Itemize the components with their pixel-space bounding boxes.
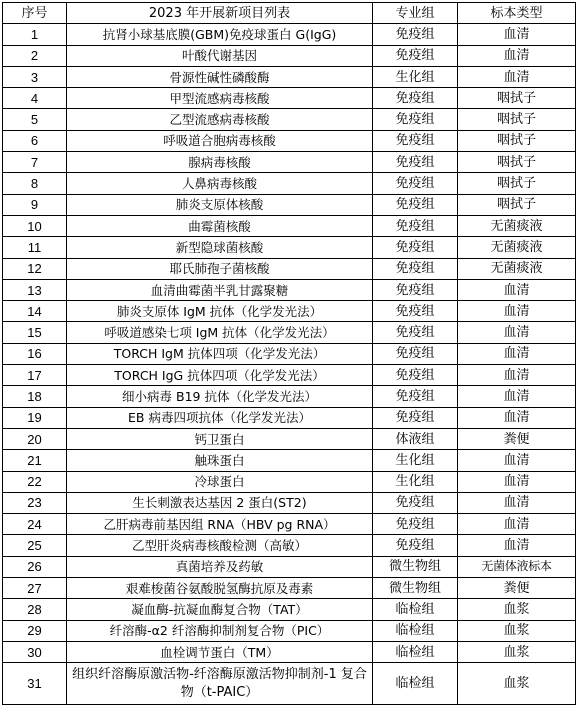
row-group: 免疫组: [373, 386, 458, 407]
table-header-row: [3, 3, 576, 24]
row-index: 23: [3, 492, 67, 513]
table-body: [3, 24, 576, 705]
row-group: 生化组: [373, 471, 458, 492]
row-index: 12: [3, 258, 67, 279]
table-row: [3, 343, 576, 364]
row-sample-type: 血浆: [458, 641, 576, 662]
row-group: 免疫组: [373, 237, 458, 258]
row-project-name: 艰难梭菌谷氨酸脱氢酶抗原及毒素: [67, 578, 373, 599]
row-index: 6: [3, 130, 67, 151]
row-sample-type: 粪便: [458, 428, 576, 449]
row-sample-type: 粪便: [458, 578, 576, 599]
table-row: [3, 194, 576, 215]
row-group: 免疫组: [373, 343, 458, 364]
row-sample-type: 血清: [458, 365, 576, 386]
table-row: [3, 66, 576, 87]
table-row: [3, 663, 576, 705]
row-sample-type: 血清: [458, 514, 576, 535]
table-row: [3, 641, 576, 662]
table-row: [3, 152, 576, 173]
row-index: 7: [3, 152, 67, 173]
table-row: [3, 173, 576, 194]
row-group: 免疫组: [373, 130, 458, 151]
table-row: [3, 578, 576, 599]
row-project-name: 肺炎支原体核酸: [67, 194, 373, 215]
row-group: 生化组: [373, 66, 458, 87]
row-project-name: 乙型肝炎病毒核酸检测（高敏）: [67, 535, 373, 556]
row-project-name: 钙卫蛋白: [67, 428, 373, 449]
row-project-name: 血栓调节蛋白（TM）: [67, 641, 373, 662]
row-sample-type: 血清: [458, 492, 576, 513]
row-sample-type: 血清: [458, 535, 576, 556]
table-row: [3, 471, 576, 492]
row-project-name: 抗肾小球基底膜(GBM)免疫球蛋白 G(IgG): [67, 24, 373, 45]
row-index: 28: [3, 599, 67, 620]
row-index: 19: [3, 407, 67, 428]
header-project: 2023 年开展新项目列表: [67, 3, 373, 24]
row-index: 16: [3, 343, 67, 364]
row-project-name: 肺炎支原体 IgM 抗体（化学发光法）: [67, 301, 373, 322]
row-sample-type: 血清: [458, 45, 576, 66]
table-row: [3, 45, 576, 66]
row-group: 免疫组: [373, 24, 458, 45]
row-project-name: 曲霉菌核酸: [67, 215, 373, 236]
row-sample-type: 无菌痰液: [458, 258, 576, 279]
table-row: [3, 514, 576, 535]
row-index: 11: [3, 237, 67, 258]
row-sample-type: 无菌痰液: [458, 237, 576, 258]
row-project-name: 组织纤溶酶原激活物-纤溶酶原激活物抑制剂-1 复合物（t-PAIC）: [67, 663, 373, 705]
row-project-name: 真菌培养及药敏: [67, 556, 373, 577]
row-sample-type: 血浆: [458, 620, 576, 641]
row-project-name: 呼吸道感染七项 IgM 抗体（化学发光法）: [67, 322, 373, 343]
header-sample: 标本类型: [458, 3, 576, 24]
row-index: 8: [3, 173, 67, 194]
row-sample-type: 血浆: [458, 663, 576, 705]
row-project-name: 凝血酶-抗凝血酶复合物（TAT）: [67, 599, 373, 620]
row-index: 18: [3, 386, 67, 407]
row-group: 免疫组: [373, 535, 458, 556]
row-group: 免疫组: [373, 322, 458, 343]
row-project-name: 细小病毒 B19 抗体（化学发光法）: [67, 386, 373, 407]
table-row: [3, 556, 576, 577]
row-project-name: 生长刺激表达基因 2 蛋白(ST2): [67, 492, 373, 513]
row-index: 20: [3, 428, 67, 449]
table-row: [3, 450, 576, 471]
table-row: [3, 88, 576, 109]
row-index: 24: [3, 514, 67, 535]
row-sample-type: 咽拭子: [458, 130, 576, 151]
row-group: 体液组: [373, 428, 458, 449]
row-sample-type: 咽拭子: [458, 152, 576, 173]
row-group: 免疫组: [373, 152, 458, 173]
row-sample-type: 血清: [458, 450, 576, 471]
table-row: [3, 492, 576, 513]
table-row: [3, 130, 576, 151]
row-group: 免疫组: [373, 301, 458, 322]
row-project-name: EB 病毒四项抗体（化学发光法）: [67, 407, 373, 428]
table-row: [3, 428, 576, 449]
row-project-name: TORCH IgG 抗体四项（化学发光法）: [67, 365, 373, 386]
table-row: [3, 215, 576, 236]
row-group: 临检组: [373, 599, 458, 620]
row-sample-type: 血清: [458, 24, 576, 45]
row-project-name: 乙肝病毒前基因组 RNA（HBV pg RNA）: [67, 514, 373, 535]
row-index: 27: [3, 578, 67, 599]
row-index: 31: [3, 663, 67, 705]
row-project-name: 耶氏肺孢子菌核酸: [67, 258, 373, 279]
row-index: 13: [3, 279, 67, 300]
row-sample-type: 血清: [458, 322, 576, 343]
row-index: 30: [3, 641, 67, 662]
row-index: 17: [3, 365, 67, 386]
row-index: 2: [3, 45, 67, 66]
row-sample-type: 血清: [458, 301, 576, 322]
row-group: 免疫组: [373, 109, 458, 130]
row-sample-type: 血清: [458, 386, 576, 407]
row-index: 9: [3, 194, 67, 215]
row-sample-type: 咽拭子: [458, 173, 576, 194]
row-group: 生化组: [373, 450, 458, 471]
row-project-name: 冷球蛋白: [67, 471, 373, 492]
table-row: [3, 301, 576, 322]
header-index: 序号: [3, 3, 67, 24]
header-group: 专业组: [373, 3, 458, 24]
row-index: 4: [3, 88, 67, 109]
row-index: 22: [3, 471, 67, 492]
row-index: 1: [3, 24, 67, 45]
row-sample-type: 咽拭子: [458, 194, 576, 215]
row-project-name: 人鼻病毒核酸: [67, 173, 373, 194]
table-row: [3, 24, 576, 45]
row-project-name: 叶酸代谢基因: [67, 45, 373, 66]
row-group: 临检组: [373, 620, 458, 641]
row-sample-type: 咽拭子: [458, 109, 576, 130]
row-sample-type: 血清: [458, 407, 576, 428]
row-index: 25: [3, 535, 67, 556]
row-index: 29: [3, 620, 67, 641]
row-group: 免疫组: [373, 194, 458, 215]
row-group: 免疫组: [373, 258, 458, 279]
row-group: 免疫组: [373, 407, 458, 428]
row-sample-type: 无菌体液标本: [458, 556, 576, 577]
row-sample-type: 咽拭子: [458, 88, 576, 109]
row-project-name: 新型隐球菌核酸: [67, 237, 373, 258]
row-project-name: 腺病毒核酸: [67, 152, 373, 173]
table-row: [3, 407, 576, 428]
row-sample-type: 血清: [458, 279, 576, 300]
row-group: 免疫组: [373, 45, 458, 66]
row-project-name: 甲型流感病毒核酸: [67, 88, 373, 109]
table-row: [3, 109, 576, 130]
row-project-name: 血清曲霉菌半乳甘露聚糖: [67, 279, 373, 300]
row-index: 21: [3, 450, 67, 471]
row-sample-type: 血浆: [458, 599, 576, 620]
row-group: 临检组: [373, 641, 458, 662]
row-index: 5: [3, 109, 67, 130]
row-group: 微生物组: [373, 578, 458, 599]
row-group: 免疫组: [373, 279, 458, 300]
table-row: [3, 620, 576, 641]
row-project-name: TORCH IgM 抗体四项（化学发光法）: [67, 343, 373, 364]
table-row: [3, 322, 576, 343]
row-sample-type: 血清: [458, 66, 576, 87]
row-project-name: 乙型流感病毒核酸: [67, 109, 373, 130]
row-index: 26: [3, 556, 67, 577]
row-index: 14: [3, 301, 67, 322]
row-group: 免疫组: [373, 215, 458, 236]
row-sample-type: 血清: [458, 343, 576, 364]
table-row: [3, 279, 576, 300]
row-group: 免疫组: [373, 88, 458, 109]
table-row: [3, 365, 576, 386]
row-group: 微生物组: [373, 556, 458, 577]
row-group: 临检组: [373, 663, 458, 705]
row-index: 15: [3, 322, 67, 343]
row-project-name: 呼吸道合胞病毒核酸: [67, 130, 373, 151]
row-project-name: 触珠蛋白: [67, 450, 373, 471]
new-projects-table: [2, 2, 576, 705]
row-project-name: 纤溶酶-α2 纤溶酶抑制剂复合物（PIC）: [67, 620, 373, 641]
row-group: 免疫组: [373, 514, 458, 535]
table-row: [3, 599, 576, 620]
row-index: 10: [3, 215, 67, 236]
row-index: 3: [3, 66, 67, 87]
table-row: [3, 237, 576, 258]
row-sample-type: 血清: [458, 471, 576, 492]
row-group: 免疫组: [373, 492, 458, 513]
row-group: 免疫组: [373, 173, 458, 194]
row-sample-type: 无菌痰液: [458, 215, 576, 236]
table-row: [3, 535, 576, 556]
table-row: [3, 258, 576, 279]
row-project-name: 骨源性碱性磷酸酶: [67, 66, 373, 87]
table-row: [3, 386, 576, 407]
row-group: 免疫组: [373, 365, 458, 386]
